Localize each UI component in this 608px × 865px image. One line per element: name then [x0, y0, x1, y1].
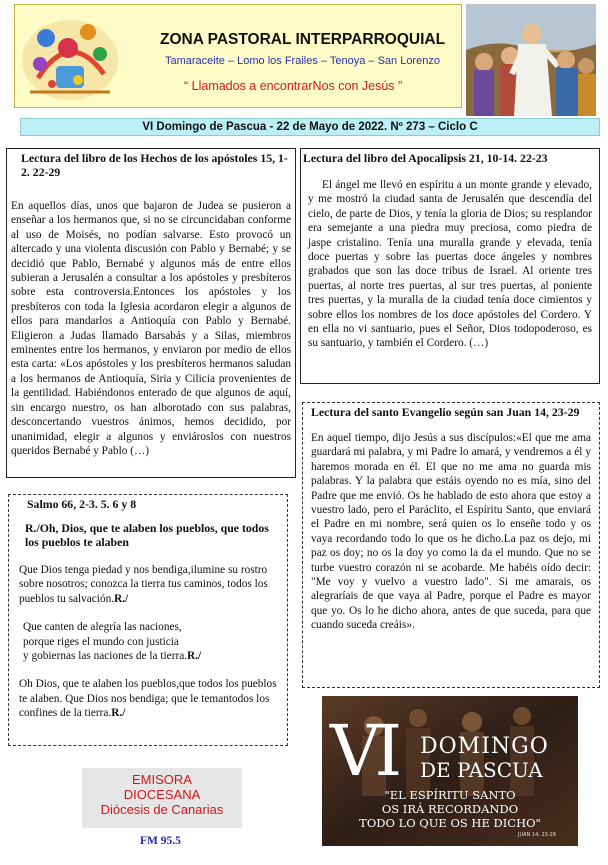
reading-apocalipsis-body: El ángel me llevó en espíritu a un monte grande y elevado, y me mostró la ciudad santa de Jerusalén que descendía del cielo, de parte de Dios, y tenía la gloria de Dios; su resplandor era semejante a una piedra muy preciosa, como piedra de jaspe cristalino. Tenía una muralla grande y elevada, tenía doce puertas y sobre las puertas doce ángeles y nombres grabados que son las doce tribus de Israel. Al oriente tres puertas, al norte tres puertas, al sur tres puertas, al poniente tres puertas, y la muralla de la ciudad tenía doce cimientos y sobre ellos los nombres de los doce apóstoles del Cordero. Y en ella no vi santuario, pues el Señor, Dios todopoderoso, es su santuario, y también el Cordero. (…) [308, 179, 592, 350]
poster-ref: JUAN 14, 23-29 [518, 832, 556, 838]
psalm-stanza-1 [19, 563, 277, 606]
emisora-line-1: EMISORA [132, 772, 192, 787]
motto: “ Llamados a encontrarNos con Jesús ” [184, 79, 403, 93]
emisora-line-3: Diócesis de Canarias [100, 802, 224, 817]
psalm-title: Salmo 66, 2-3. 5. 6 y 8 [27, 497, 137, 511]
gospel-title: Lectura del santo Evangelio según san Juan 14, 23-29 [311, 405, 580, 419]
vi-domingo-poster [322, 696, 578, 846]
emisora-logo [82, 768, 242, 828]
poster-numeral: VI [330, 710, 397, 792]
reading-hechos-title: Lectura del libro de los Hechos de los apóstoles 15, 1-2. 22-29 [21, 151, 288, 179]
poster-line-2: DE PASCUA [420, 758, 543, 782]
poster-quote-2: OS IRÁ RECORDANDO [381, 802, 519, 816]
reading-apocalipsis-box [300, 148, 600, 384]
psalm-stanza-2-line-3: y gobiernas las naciones de la tierra. [23, 650, 188, 663]
zone-logo-icon [18, 8, 122, 104]
poster-line-1: DOMINGO [420, 734, 549, 759]
poster-quote-1: "EL ESPÍRITU SANTO [384, 788, 516, 802]
reading-apocalipsis-title: Lectura del libro del Apocalipsis 21, 10-14. 22-23 [303, 151, 548, 165]
psalm-stanza-3-text: Oh Dios, que te alaben los pueblos,que todos los pueblos te alaben. Que Dios nos bendiga; que le temantodos los confines de la tierra. [19, 678, 277, 720]
psalm-stanza-1-text: Que Dios tenga piedad y nos bendiga,ilumine su rostro sobre nosotros; conozca la tierra tus caminos, todos los pueblos tu salvación. [19, 564, 268, 605]
poster-quote-3: TODO LO QUE OS HE DICHO" [359, 816, 541, 830]
reading-hechos-body: En aquellos días, unos que bajaron de Judea se pusieron a enseñar a los hermanos que, si no se circuncidaban conforme al uso de Moisés, no podían salvarse. Esto provocó un altercado y una violenta discusión con Pablo y Bernabé; y se decidió que Pablo, Bernabé y algunos más de entre ellos subieran a Jerusalén a consultar a los apóstoles y presbíteros sobre esta controversia.Entonces los apóstoles y los presbíteros con toda la Iglesia acordaron elegir a algunos de ellos para mandarlos a Antioquía con Pablo y Bernabé. Eligieron a Judas llamado Barsabás y a Silas, miembros eminentes entre los hermanos, y enviaron por medio de ellos esta carta: «Los apóstoles y los presbíteros hermanos saludan a los hermanos de Antioquía, Siria y Cilicia provenientes de la gentilidad. Habiéndonos enterado de que algunos de aquí, sin encargo nuestro, os han alborotado con sus palabras, desconcertando vuestros ánimos, hemos decidido, por unanimidad, elegir a algunos y enviároslos con nuestros queridos Bernabé y Pablo (…) [11, 200, 291, 457]
page-title: ZONA PASTORAL INTERPARROQUIAL [160, 31, 446, 48]
psalm-box [8, 494, 288, 746]
psalm-r-mark: R./ [187, 650, 202, 663]
emisora-line-2: DIOCESANA [123, 787, 201, 802]
psalm-stanza-2-line-2: porque riges el mundo con justicia [23, 635, 179, 648]
gospel-box [302, 402, 600, 688]
psalm-stanza-2-line-1: Que canten de alegría las naciones, [23, 621, 182, 634]
issue-banner: VI Domingo de Pascua - 22 de Mayo de 2022. Nº 273 – Ciclo C [20, 118, 600, 136]
gospel-body: En aquel tiempo, dijo Jesús a sus discípulos:«El que me ama guardará mi palabra, y mi Padre lo amará, y vendremos a él y haremos morada en él. El que no me ama no guarda mis palabras. Y la palabra que estáis oyendo no es mía, sino del Padre que me envió. Os he hablado de esto ahora que estoy a vuestro lado, pero el Paráclito, el Espíritu Santo, que enviará el Padre en mi nombre, será quien os lo enseñe todo y os vaya recordando todo lo que os he dicho.La paz os dejo, mi paz os doy; no os la doy yo como la da el mundo. Que no se turbe vuestro corazón ni se acobarde. Me habéis oído decir: "Me voy y vuelvo a vuestro lado". Si me amarais, os alegraríais de que vaya al Padre, porque el Padre es mayor que yo. Os lo he dicho ahora, antes de que suceda, para que cuando suceda creáis». [311, 432, 591, 632]
psalm-stanza-2 [19, 620, 277, 663]
fm-frequency: FM 95.5 [140, 835, 181, 847]
jesus-painting-image [466, 4, 596, 116]
psalm-r-mark: R./ [111, 707, 126, 720]
psalm-r-mark: R./ [114, 592, 129, 605]
psalm-stanza-3 [19, 677, 277, 720]
parishes-subtitle: Tamaraceite – Lomo los Frailes – Tenoya – San Lorenzo [165, 55, 440, 67]
psalm-response: R./Oh, Dios, que te alaben los pueblos, que todos los pueblos te alaben [25, 521, 269, 549]
reading-hechos-box [6, 148, 296, 478]
